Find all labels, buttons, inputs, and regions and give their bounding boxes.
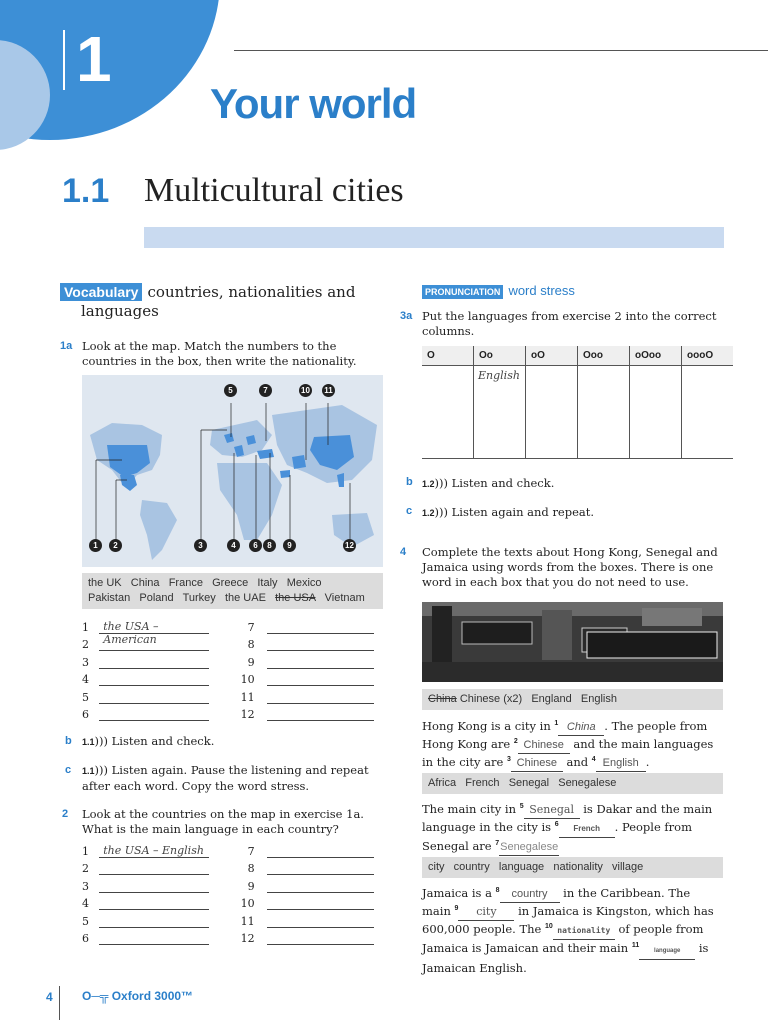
ex2_rows-num-right: 11: [240, 914, 255, 928]
ex1_rows-row: [82, 669, 374, 687]
ex2_rows-row: [82, 928, 374, 946]
map-marker-6: 6: [249, 539, 262, 552]
jam-text-3: in Jamaica is Kingston, which has 600,000 people. The: [422, 904, 714, 936]
ex1_rows-answer-left[interactable]: [99, 637, 208, 651]
ex3c-label: c: [406, 505, 413, 517]
countries-struck: the USA: [275, 592, 316, 604]
ex2_rows-num-left: 2: [82, 862, 89, 875]
map-marker-11: 11: [322, 384, 335, 397]
map-marker-2: 2: [109, 539, 122, 552]
ex1_rows-num-left: 1: [82, 620, 89, 634]
ex1_rows-answer-right[interactable]: [267, 637, 374, 651]
countries-line2-b: Vietnam: [324, 592, 365, 604]
stress-cell-0[interactable]: [422, 366, 474, 459]
ex1c-text: [82, 763, 382, 794]
ex1b-text: [82, 734, 214, 750]
ex1_rows-num-right: 8: [247, 638, 255, 651]
hk-text-5: .: [645, 755, 650, 769]
jam-text-5: is Jamaican English.: [422, 941, 709, 975]
ex3b-label: b: [406, 476, 413, 488]
ex4-text: Complete the texts about Hong Kong, Senegal and Jamaica using words from the boxes. There is one word in each box that you do not need to use.: [422, 545, 718, 589]
key-icon: O─╦: [82, 989, 109, 1003]
word-box-3: city country language nationality village: [422, 857, 723, 878]
stress-cell-4[interactable]: [630, 366, 682, 459]
ex3b-instruction: Listen and check.: [451, 476, 555, 490]
ex1_rows-answer-right[interactable]: [267, 672, 374, 686]
ex3a-text: Put the languages from exercise 2 into the correct columns.: [422, 309, 717, 338]
ex2_rows-num-right: 7: [247, 844, 255, 858]
sen-text-2: is Dakar and the main language in the city is: [422, 802, 713, 834]
ex1_rows-num-right: 11: [240, 690, 255, 704]
ex1_rows-num-right: 10: [240, 673, 255, 686]
page-number: 4: [46, 990, 53, 1004]
hk-blank-1[interactable]: China: [558, 719, 604, 736]
ex1_rows-num-right: 12: [240, 708, 255, 721]
ex2-text: Look at the countries on the map in exercise 1a. What is the main language in each country?: [82, 807, 364, 836]
ex1_rows-answer-right[interactable]: [267, 655, 374, 669]
ex2_rows-num-left: 5: [82, 914, 89, 928]
countries-box: [82, 573, 383, 609]
audio-icon[interactable]: ))): [434, 505, 448, 519]
pron-heading-text: word stress: [508, 283, 575, 298]
map-marker-3: 3: [194, 539, 207, 552]
ex1_rows-answer-left[interactable]: [99, 672, 208, 686]
hk-text-2: . The people from Hong Kong are: [422, 719, 708, 751]
ex1_rows-row: [82, 704, 374, 722]
stress-column-0: O: [422, 346, 474, 366]
ex2_rows-answer-right[interactable]: [267, 879, 374, 893]
ex4-label: 4: [400, 546, 407, 558]
hk-text-4: and: [566, 755, 589, 769]
jam-blank-9[interactable]: city: [458, 904, 514, 921]
ex2_rows-answer-right[interactable]: [267, 914, 374, 928]
hk-blank-4[interactable]: English: [596, 755, 646, 772]
word-box-1-struck: China: [428, 693, 457, 705]
ex3c-text: [422, 505, 594, 521]
hk-text-1: Hong Kong is a city in: [422, 719, 551, 733]
sen-text-1: The main city in: [422, 802, 517, 816]
ex1_rows-num-right: 7: [247, 620, 255, 634]
stress-column-2: oO: [526, 346, 578, 366]
header-rule: [234, 50, 768, 51]
map-marker-5: 5: [224, 384, 237, 397]
section-title: Multicultural cities: [144, 172, 404, 209]
unit-divider: [63, 30, 65, 90]
ex2_rows-answer-left[interactable]: [99, 931, 208, 945]
ex2_rows-row: [82, 910, 374, 928]
oxford-3000-label: Oxford 3000™: [111, 989, 194, 1003]
ex3c-audio: 1.2: [422, 508, 435, 518]
ex1_rows-num-left: 5: [82, 690, 89, 704]
ex1c-label: c: [65, 764, 72, 776]
ex1_rows-row: [82, 651, 374, 669]
ex1c-audio: 1.1: [82, 766, 95, 776]
audio-icon[interactable]: ))): [434, 476, 448, 490]
word-box-1: [422, 689, 723, 710]
ex2_rows-num-left: 3: [82, 879, 89, 893]
map-marker-7: 7: [259, 384, 272, 397]
ex1_rows-answer-left[interactable]: the USA – American: [99, 620, 208, 634]
sen-blank-7[interactable]: Senegalese: [499, 839, 559, 856]
stress-cell-3[interactable]: [578, 366, 630, 459]
footer-divider: [59, 986, 60, 1020]
ex2_rows-row: [82, 858, 374, 876]
ex2_rows-row: [82, 840, 374, 858]
ex1b-label: b: [65, 735, 72, 747]
map-marker-8: 8: [263, 539, 276, 552]
vocab-heading-line2: languages: [81, 302, 159, 320]
ex2_rows-num-right: 10: [240, 897, 255, 910]
map-marker-12: 12: [343, 539, 356, 552]
word-box-1-rest: Chinese (x2) England English: [459, 693, 617, 705]
ex1_rows-num-right: 9: [247, 655, 255, 669]
stress-column-5: oooO: [682, 346, 734, 366]
pron-heading: [422, 280, 575, 299]
ex1_rows-row: [82, 686, 374, 704]
world-map: [82, 375, 383, 567]
ex1_rows-answer-left[interactable]: [99, 690, 208, 704]
ex3c-instruction: Listen again and repeat.: [451, 505, 595, 519]
jam-blank-8[interactable]: country: [500, 886, 560, 903]
ex2-label: 2: [62, 808, 69, 820]
countries-line1: the UK China France Greece Italy Mexico: [88, 577, 322, 589]
jam-text-2: in the Caribbean. The main: [422, 886, 691, 918]
section-number: 1.1: [62, 172, 110, 210]
hong-kong-photo-graphic: [422, 602, 723, 682]
senegal-text: The main city in $^5$ Senegal is Dakar and the main language in the city is $^6$ French . People from Senegal are $^7$Senegalese: [422, 801, 722, 856]
ex2_rows-answer-left[interactable]: [99, 861, 208, 875]
ex2_rows-answer-right[interactable]: [267, 844, 374, 858]
word-box-2: Africa French Senegal Senegalese: [422, 773, 723, 794]
stress-cell-5[interactable]: [682, 366, 734, 459]
ex1a-text: Look at the map. Match the numbers to the countries in the box, then write the nationality.: [82, 339, 357, 368]
ex2_rows-row: [82, 893, 374, 911]
stress-cell-1[interactable]: English: [474, 366, 526, 459]
ex2_rows-answer-left[interactable]: [99, 879, 208, 893]
ex1_rows-row: [82, 634, 374, 652]
map-marker-10: 10: [299, 384, 312, 397]
ex1a-label: 1a: [60, 340, 73, 352]
ex2_rows-answer-left[interactable]: [99, 896, 208, 910]
ex1c-instruction: Listen again. Pause the listening and repeat after each word. Copy the word stress.: [82, 763, 369, 793]
stress-cell-2[interactable]: [526, 366, 578, 459]
vocab-pill: Vocabulary: [60, 283, 142, 301]
ex2_rows-answer-right[interactable]: [267, 896, 374, 910]
stress-column-4: oOoo: [630, 346, 682, 366]
stress-column-3: Ooo: [578, 346, 630, 366]
ex2_rows-num-left: 4: [82, 897, 89, 910]
ex1_rows-answer-right[interactable]: [267, 620, 374, 634]
hk-blank-3[interactable]: Chinese: [511, 755, 563, 772]
stress-table: [422, 346, 733, 459]
ex2_rows-num-left: 1: [82, 844, 89, 858]
unit-title: Your world: [210, 80, 417, 127]
hong-kong-text: Hong Kong is a city in $^1$ China . The people from Hong Kong are $^2$ Chinese and the main languages in the city are $^3$ Chinese and $^4$ English .: [422, 718, 722, 772]
vocab-heading-line1: countries, nationalities and: [147, 283, 356, 301]
ex1_rows-answer-left[interactable]: [99, 707, 208, 721]
ex1_rows-num-left: 3: [82, 655, 89, 669]
jam-text-4: of people from Jamaica is Jamaican and their main: [422, 922, 704, 955]
ex2_rows-answer-right[interactable]: [267, 861, 374, 875]
ex2_rows-num-right: 12: [240, 932, 255, 945]
ex2-answers: [82, 840, 374, 945]
vocab-heading: [60, 282, 390, 320]
ex1b-instruction: Listen and check.: [111, 734, 215, 748]
ex2_rows-row: [82, 875, 374, 893]
sen-text-3: . People from Senegal are: [422, 820, 693, 853]
unit-number: 1: [76, 23, 112, 95]
map-marker-4: 4: [227, 539, 240, 552]
section-bar: [144, 227, 724, 248]
ex1-answers: [82, 616, 374, 721]
ex2_rows-answer-left[interactable]: the USA – English: [99, 844, 208, 858]
ex1_rows-num-left: 6: [82, 708, 89, 721]
ex1_rows-answer-right[interactable]: [267, 707, 374, 721]
ex2_rows-num-right: 9: [247, 879, 255, 893]
ex2_rows-num-right: 8: [247, 862, 255, 875]
ex1b-audio: 1.1: [82, 737, 95, 747]
hk-text-3: and the main languages in the city are: [422, 737, 714, 769]
sen-blank-6[interactable]: French: [559, 821, 615, 838]
oxford-3000-logo: [82, 989, 193, 1003]
ex1_rows-num-left: 4: [82, 673, 89, 686]
stress-column-1: Oo: [474, 346, 526, 366]
map-marker-1: 1: [89, 539, 102, 552]
ex3a-label: 3a: [400, 310, 413, 322]
ex1_rows-row: [82, 616, 374, 646]
countries-line2-a: Pakistan Poland Turkey the UAE: [88, 592, 266, 604]
ex1_rows-answer-left[interactable]: [99, 655, 208, 669]
ex2_rows-answer-right[interactable]: [267, 931, 374, 945]
hong-kong-photo: [422, 602, 723, 682]
audio-icon[interactable]: ))): [94, 763, 108, 777]
ex1_rows-num-left: 2: [82, 638, 89, 651]
jam-blank-10[interactable]: nationality: [553, 923, 615, 940]
sen-blank-5[interactable]: Senegal: [524, 802, 580, 819]
hk-blank-2[interactable]: Chinese: [518, 737, 570, 754]
ex3b-text: [422, 476, 554, 492]
jamaica-text: Jamaica is a $^8$ country in the Caribbean. The main $^9$ city in Jamaica is Kingston, which has 600,000 people. The $^{10}$ nationality of people from Jamaica is Jamaican and their main $^{11}$language is Jamaican English.: [422, 886, 714, 975]
pron-pill: PRONUNCIATION: [422, 285, 503, 299]
ex2_rows-answer-left[interactable]: [99, 914, 208, 928]
map-marker-9: 9: [283, 539, 296, 552]
ex3b-audio: 1.2: [422, 479, 435, 489]
jam-text-1: Jamaica is a: [422, 886, 492, 900]
jam-blank-11[interactable]: language: [639, 943, 695, 960]
ex2_rows-num-left: 6: [82, 932, 89, 945]
audio-icon[interactable]: ))): [94, 734, 108, 748]
ex1_rows-answer-right[interactable]: [267, 690, 374, 704]
